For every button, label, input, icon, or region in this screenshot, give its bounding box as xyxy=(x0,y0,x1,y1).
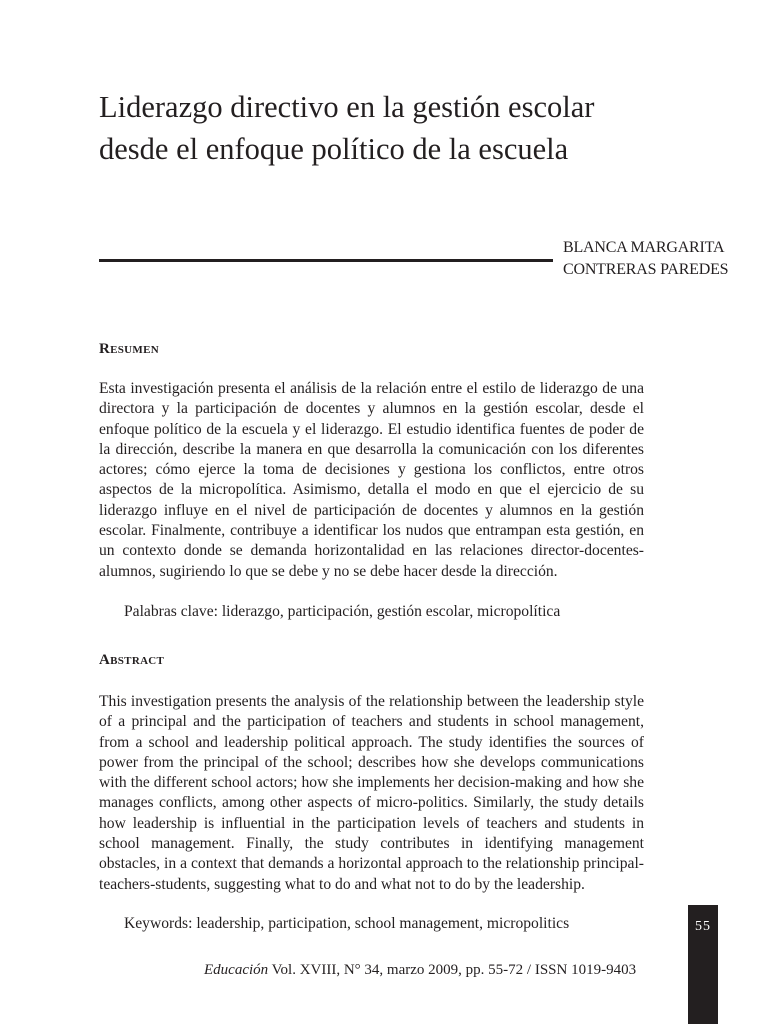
abstract-keywords: Keywords: leadership, participation, school management, micropolitics xyxy=(124,915,570,932)
author-line-2: CONTRERAS PAREDES xyxy=(563,261,729,278)
resumen-heading: Resumen xyxy=(99,341,159,357)
title-line-1: Liderazgo directivo en la gestión escolar xyxy=(99,90,595,124)
citation-details: Vol. XVIII, N° 34, marzo 2009, pp. 55-72 / ISSN 1019-9403 xyxy=(268,962,637,978)
title-line-2: desde el enfoque político de la escuela xyxy=(99,132,569,166)
author-line-1: BLANCA MARGARITA xyxy=(563,239,725,256)
page-number: 55 xyxy=(695,919,711,934)
abstract-body: This investigation presents the analysis of the relationship between the leadership style of a principal and the participation of teachers and students in school management, from a school and leadership political approach. The study identifies the sources of power from the principal of the school; describes how she develops communications with the different school actors; how she implements her decision-making and how she manages conflicts, among other aspects of micro-politics. Similarly, the study details how leadership is influential in the participation levels of teachers and students in school management. Finally, the study contributes in identifying management obstacles, in a context that demands a horizontal approach to the relationship principal-teachers-students, suggesting what to do and what not to do by the leadership. xyxy=(99,693,644,893)
journal-citation xyxy=(204,962,636,979)
resumen-keywords: Palabras clave: liderazgo, participación, gestión escolar, micropolítica xyxy=(124,603,561,620)
abstract-heading: Abstract xyxy=(99,652,165,668)
title-divider-rule xyxy=(99,259,553,262)
page-number-tab xyxy=(688,905,718,1024)
journal-name: Educación xyxy=(204,962,269,978)
article-title xyxy=(99,86,699,170)
resumen-body: Esta investigación presenta el análisis de la relación entre el estilo de liderazgo de una directora y la participación de docentes y alumnos en la gestión escolar, desde el enfoque político de la escuela y el liderazgo. El estudio identifica fuentes de poder de la dirección, describe la manera en que desarrolla la comunicación con los diferentes actores; cómo ejerce la toma de decisiones y gestiona los conflictos, entre otros aspectos de la micropolítica. Asimismo, detalla el modo en que el ejercicio de su liderazgo influye en el nivel de participación de docentes y alumnos en la gestión escolar. Finalmente, contribuye a identificar los nudos que entrampan esta gestión, en un contexto donde se demanda horizontalidad en las relaciones director-docentes-alumnos, sugiriendo lo que se debe y no se debe hacer desde la dirección. xyxy=(99,380,644,580)
author-name xyxy=(563,237,763,281)
